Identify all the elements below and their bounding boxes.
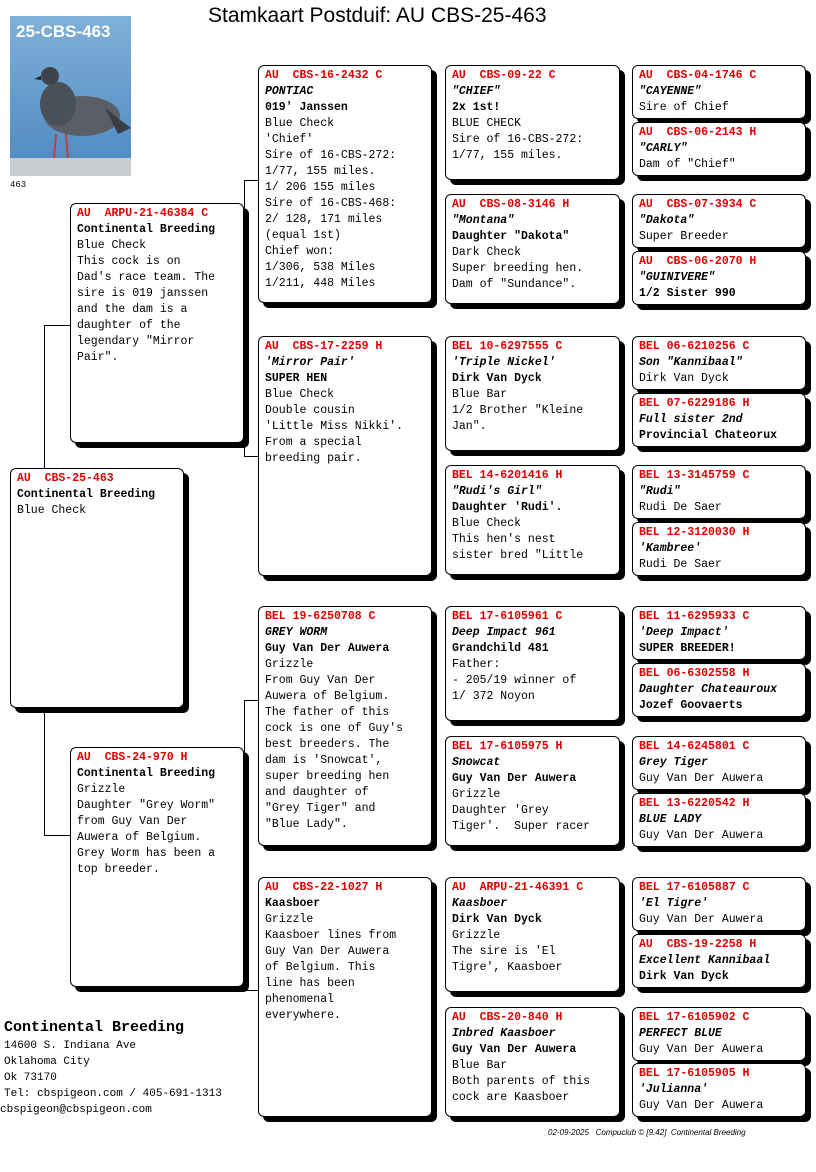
ring-number: AU CBS-06-2070 H [639, 255, 757, 268]
card-line: SUPER BREEDER! [639, 642, 736, 655]
card-line: 1/ 372 Noyon [452, 690, 535, 703]
card-line: Continental Breeding [17, 488, 156, 501]
card-line: Blue Check [452, 517, 522, 530]
g4-card[interactable] [632, 934, 806, 988]
pigeon-name: Grey Tiger [639, 756, 709, 769]
pigeon-name: Kaasboer [452, 897, 508, 910]
ring-number: AU CBS-19-2258 H [639, 938, 757, 951]
ring-number: AU CBS-04-1746 C [639, 69, 757, 82]
great-grandparent-card[interactable] [445, 65, 620, 180]
card-line: from Guy Van Der [77, 815, 188, 828]
pigeon-photo [10, 16, 131, 176]
connector [44, 705, 45, 835]
card-line: cock are Kaasboer [452, 1091, 570, 1104]
ring-number: BEL 13-6220542 H [639, 797, 750, 810]
card-line: Grizzle [452, 929, 501, 942]
connector [244, 700, 245, 990]
card-line: Tigre', Kaasboer [452, 961, 563, 974]
ring-number: AU CBS-24-970 H [77, 751, 188, 764]
ring-number: AU CBS-09-22 C [452, 69, 556, 82]
ring-number: BEL 12-3120030 H [639, 526, 750, 539]
ring-number: BEL 14-6201416 H [452, 469, 563, 482]
card-line: legendary "Mirror [77, 335, 195, 348]
connector [244, 990, 258, 991]
ring-number: AU ARPU-21-46391 C [452, 881, 584, 894]
g4-card[interactable] [632, 522, 806, 576]
card-line: From a special [265, 436, 362, 449]
card-line: Kaasboer [265, 897, 321, 910]
card-line: and the dam is a [77, 303, 188, 316]
g4-card[interactable] [632, 877, 806, 931]
pigeon-name: Snowcat [452, 756, 501, 769]
ring-number: AU ARPU-21-46384 C [77, 207, 209, 220]
ring-number: AU CBS-22-1027 H [265, 881, 383, 894]
pigeon-name: "CARLY" [639, 142, 688, 155]
dam-card[interactable] [70, 747, 244, 987]
card-line: 1/306, 538 Miles [265, 261, 376, 274]
card-line: 1/2 Sister 990 [639, 287, 736, 300]
g4-card[interactable] [632, 336, 806, 390]
breeder-city: Oklahoma City [4, 1056, 90, 1068]
card-line: Sire of Chief [639, 101, 729, 114]
card-line: Blue Check [265, 388, 335, 401]
card-line: 019' Janssen [265, 101, 348, 114]
breeder-name: Continental Breeding [4, 1019, 185, 1036]
connector [244, 700, 258, 701]
pigeon-name: BLUE LADY [639, 813, 702, 826]
breeder-state-zip: Ok 73170 [4, 1072, 57, 1084]
card-line: sire is 019 janssen [77, 287, 209, 300]
pigeon-name: GREY WORM [265, 626, 328, 639]
connector [622, 95, 623, 150]
great-grandparent-card[interactable] [445, 336, 620, 451]
pigeon-name: Full sister 2nd [639, 413, 743, 426]
connector [432, 940, 433, 1065]
grandsire-maternal-card[interactable] [258, 606, 432, 846]
ring-number: AU CBS-25-463 [17, 472, 114, 485]
card-line: Grey Worm has been a [77, 847, 216, 860]
pigeon-name: "Montana" [452, 214, 515, 227]
card-line: Dirk Van Dyck [639, 970, 729, 983]
card-line: 1/211, 448 Miles [265, 277, 376, 290]
card-line: The father of this [265, 706, 390, 719]
card-line: Dirk Van Dyck [452, 372, 542, 385]
card-line: Daughter "Grey Worm" [77, 799, 216, 812]
great-grandparent-card[interactable] [445, 877, 620, 992]
ring-number: BEL 17-6105961 C [452, 610, 563, 623]
card-line: Dam of "Sundance". [452, 278, 577, 291]
card-line: Blue Bar [452, 388, 508, 401]
card-line: Blue Bar [452, 1059, 508, 1072]
card-line: Dad's race team. The [77, 271, 216, 284]
card-line: Jozef Goovaerts [639, 699, 743, 712]
card-line: Continental Breeding [77, 767, 216, 780]
card-line: - 205/19 winner of [452, 674, 577, 687]
card-line: Auwera of Belgium. [77, 831, 202, 844]
pigeon-name: "GUINIVERE" [639, 271, 715, 284]
connector [44, 325, 70, 326]
card-line: Blue Check [77, 239, 147, 252]
card-line: The sire is 'El [452, 945, 556, 958]
breeder-street: 14600 S. Indiana Ave [4, 1040, 137, 1052]
breeder-tel[interactable]: Tel: cbspigeon.com / 405-691-1313 [4, 1088, 222, 1100]
card-line: Pair". [77, 351, 119, 364]
card-line: Guy Van Der Auwera [452, 1043, 577, 1056]
ring-number: BEL 07-6229186 H [639, 397, 750, 410]
pigeon-name: 'Julianna' [639, 1083, 709, 1096]
card-line: Tiger'. Super racer [452, 820, 591, 833]
g4-card[interactable] [632, 606, 806, 660]
card-line: Grandchild 481 [452, 642, 549, 655]
card-line: Dam of "Chief" [639, 158, 736, 171]
connector [622, 765, 623, 820]
ring-number: AU CBS-06-2143 H [639, 126, 757, 139]
card-line: 'Chief' [265, 133, 314, 146]
pigeon-name: Inbred Kaasboer [452, 1027, 556, 1040]
ring-number: BEL 17-6105975 H [452, 740, 563, 753]
connector [432, 400, 433, 520]
pigeon-name: 'Kambree' [639, 542, 702, 555]
g4-card[interactable] [632, 736, 806, 790]
ring-number: AU CBS-17-2259 H [265, 340, 383, 353]
pigeon-name: 'Mirror Pair' [265, 356, 355, 369]
card-line: phenomenal [265, 993, 335, 1006]
connector [44, 835, 70, 836]
card-line: 1/ 206 155 miles [265, 181, 376, 194]
card-line: Sire of 16-CBS-468: [265, 197, 397, 210]
connector [432, 130, 433, 250]
card-line: Guy Van Der Auwera [639, 829, 764, 842]
connector [622, 905, 623, 960]
card-line: Grizzle [77, 783, 126, 796]
card-line: 2x 1st! [452, 101, 501, 114]
pigeon-name: Daughter Chateauroux [639, 683, 778, 696]
card-line: Sire of 16-CBS-272: [265, 149, 397, 162]
card-line: Blue Check [265, 117, 335, 130]
card-line: This hen's nest [452, 533, 556, 546]
card-line: This cock is on [77, 255, 181, 268]
ring-number: BEL 06-6210256 C [639, 340, 750, 353]
card-line: top breeder. [77, 863, 160, 876]
pigeon-name: Deep Impact 961 [452, 626, 556, 639]
card-line: everywhere. [265, 1009, 341, 1022]
connector [244, 180, 258, 181]
card-line: Continental Breeding [77, 223, 216, 236]
ring-number: BEL 19-6250708 C [265, 610, 376, 623]
card-line: Dirk Van Dyck [452, 913, 542, 926]
card-line: best breeders. The [265, 738, 390, 751]
g4-card[interactable] [632, 393, 806, 447]
ring-number: AU CBS-16-2432 C [265, 69, 383, 82]
connector [622, 495, 623, 550]
breeder-email[interactable]: cbspigeon@cbspigeon.com [0, 1104, 152, 1116]
card-line: BLUE CHECK [452, 117, 522, 130]
connector [432, 670, 433, 790]
breeder-info [0, 1018, 222, 1118]
card-line: Double cousin [265, 404, 355, 417]
pigeon-name: 'Triple Nickel' [452, 356, 556, 369]
card-line: super breeding hen [265, 770, 390, 783]
card-line: From Guy Van Der [265, 674, 376, 687]
card-line: daughter of the [77, 319, 181, 332]
g4-card[interactable] [632, 194, 806, 248]
card-line: Guy Van Der Auwera [265, 642, 390, 655]
card-line: line has been [265, 977, 355, 990]
card-line: Chief won: [265, 245, 335, 258]
g4-card[interactable] [632, 663, 806, 717]
card-line: Blue Check [17, 504, 87, 517]
page-title: Stamkaart Postduif: AU CBS-25-463 [208, 4, 547, 27]
card-line: Sire of 16-CBS-272: [452, 133, 584, 146]
card-line: Kaasboer lines from [265, 929, 397, 942]
pigeon-name: 'Deep Impact' [639, 626, 729, 639]
pigeon-name: "Rudi's Girl" [452, 485, 542, 498]
connector [622, 365, 623, 420]
g4-card[interactable] [632, 251, 806, 305]
photo-caption: 463 [10, 180, 27, 190]
card-line: (equal 1st) [265, 229, 341, 242]
card-line: of Belgium. This [265, 961, 376, 974]
ring-number: AU CBS-20-840 H [452, 1011, 563, 1024]
ring-number: BEL 11-6295933 C [639, 610, 750, 623]
ring-number: BEL 17-6105905 H [639, 1067, 750, 1080]
card-line: "Blue Lady". [265, 818, 348, 831]
granddam-paternal-card[interactable] [258, 336, 432, 576]
great-grandparent-card[interactable] [445, 465, 620, 575]
great-grandparent-card[interactable] [445, 1007, 620, 1117]
card-line: Daughter 'Grey [452, 804, 549, 817]
connector [622, 225, 623, 280]
photo-band-label: 25-CBS-463 [16, 22, 111, 41]
card-line: Super Breeder [639, 230, 729, 243]
card-line: SUPER HEN [265, 372, 328, 385]
card-line: 2/ 128, 171 miles [265, 213, 383, 226]
card-line: Rudi De Saer [639, 501, 722, 514]
card-line: Dark Check [452, 246, 522, 259]
card-line: breeding pair. [265, 452, 362, 465]
ring-number: BEL 17-6105887 C [639, 881, 750, 894]
ring-number: BEL 14-6245801 C [639, 740, 750, 753]
ring-number: BEL 10-6297555 C [452, 340, 563, 353]
ring-number: AU CBS-08-3146 H [452, 198, 570, 211]
card-line: Guy Van Der Auwera [265, 945, 390, 958]
connector [244, 456, 258, 457]
pigeon-name: 'El Tigre' [639, 897, 709, 910]
pigeon-name: "CAYENNE" [639, 85, 702, 98]
card-line: Guy Van Der Auwera [639, 1099, 764, 1112]
card-line: 1/77, 155 miles. [265, 165, 376, 178]
ring-number: BEL 17-6105902 C [639, 1011, 750, 1024]
great-grandparent-card[interactable] [445, 194, 620, 304]
card-line: 1/77, 155 miles. [452, 149, 563, 162]
g4-card[interactable] [632, 122, 806, 176]
pigeon-name: PONTIAC [265, 85, 314, 98]
pigeon-name: "Rudi" [639, 485, 681, 498]
card-line: Rudi De Saer [639, 558, 722, 571]
connector [622, 635, 623, 690]
card-line: sister bred "Little [452, 549, 584, 562]
card-line: Jan". [452, 420, 487, 433]
sire-card[interactable] [70, 203, 244, 443]
ring-number: BEL 13-3145759 C [639, 469, 750, 482]
grandsire-paternal-card[interactable] [258, 65, 432, 303]
card-line: Father: [452, 658, 501, 671]
g4-card[interactable] [632, 793, 806, 847]
g4-card[interactable] [632, 1063, 806, 1117]
g4-card[interactable] [632, 465, 806, 519]
connector [44, 325, 45, 470]
card-line: Dirk Van Dyck [639, 372, 729, 385]
subject-card[interactable] [10, 468, 184, 708]
card-line: Provincial Chateorux [639, 429, 778, 442]
card-line: Grizzle [265, 658, 314, 671]
pigeon-name: Excellent Kannibaal [639, 954, 771, 967]
great-grandparent-card[interactable] [445, 736, 620, 846]
card-line: Grizzle [265, 913, 314, 926]
card-line: dam is 'Snowcat', [265, 754, 383, 767]
card-line: 1/2 Brother "Kleine [452, 404, 584, 417]
card-line: Both parents of this [452, 1075, 591, 1088]
pigeon-name: PERFECT BLUE [639, 1027, 722, 1040]
card-line: Auwera of Belgium. [265, 690, 390, 703]
connector [622, 1035, 623, 1090]
card-line: 'Little Miss Nikki'. [265, 420, 404, 433]
ring-number: BEL 06-6302558 H [639, 667, 750, 680]
card-line: Daughter "Dakota" [452, 230, 570, 243]
card-line: cock is one of Guy's [265, 722, 404, 735]
granddam-maternal-card[interactable] [258, 877, 432, 1117]
great-grandparent-card[interactable] [445, 606, 620, 721]
g4-card[interactable] [632, 1007, 806, 1061]
card-line: Super breeding hen. [452, 262, 584, 275]
ring-number: AU CBS-07-3934 C [639, 198, 757, 211]
connector [244, 180, 245, 456]
pigeon-name: "Dakota" [639, 214, 695, 227]
card-line: and daughter of [265, 786, 369, 799]
card-line: Grizzle [452, 788, 501, 801]
card-line: Guy Van Der Auwera [639, 913, 764, 926]
card-line: Guy Van Der Auwera [639, 1043, 764, 1056]
card-line: Daughter 'Rudi'. [452, 501, 563, 514]
pigeon-name: Son "Kannibaal" [639, 356, 743, 369]
g4-card[interactable] [632, 65, 806, 119]
card-line: Guy Van Der Auwera [639, 772, 764, 785]
footer-text: 02-09-2025 Compuclub © [9.42] Continental Breeding [548, 1128, 746, 1137]
card-line: "Grey Tiger" and [265, 802, 376, 815]
card-line: Guy Van Der Auwera [452, 772, 577, 785]
pigeon-name: "CHIEF" [452, 85, 501, 98]
